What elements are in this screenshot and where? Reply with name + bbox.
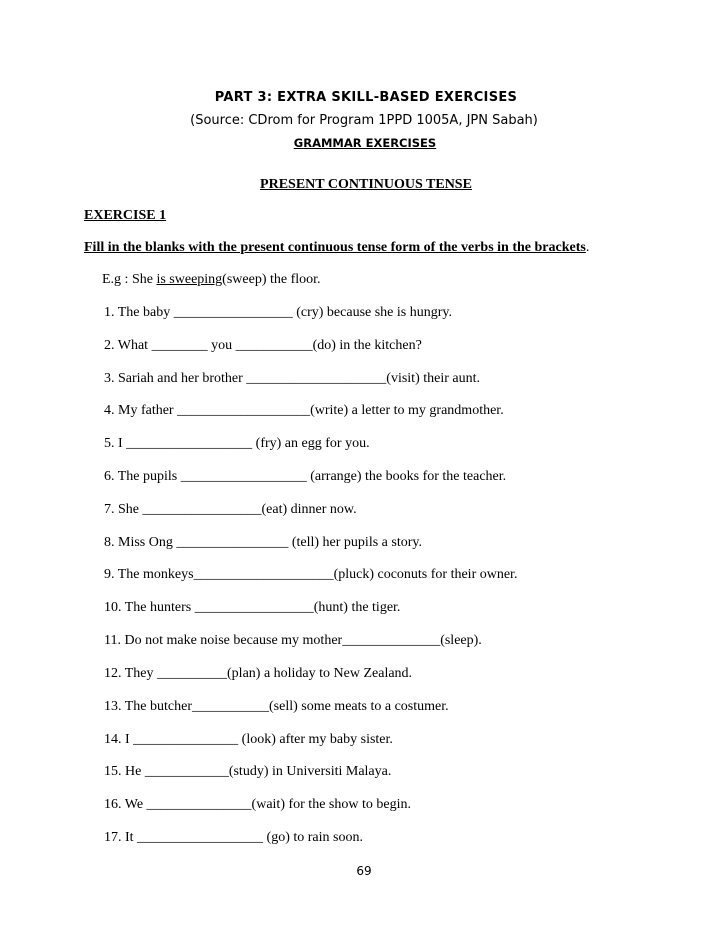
example-suffix: (sweep) the floor. [222, 272, 321, 287]
question-8: 8. Miss Ong ________________ (tell) her pupils a story. [104, 535, 422, 550]
source-line: (Source: CDrom for Program 1PPD 1005A, JPN Sabah) [190, 113, 538, 128]
question-9: 9. The monkeys____________________(pluck) coconuts for their owner. [104, 567, 518, 582]
question-11: 11. Do not make noise because my mother______________(sleep). [104, 633, 482, 648]
grammar-title: GRAMMAR EXERCISES [293, 136, 437, 150]
question-5: 5. I __________________ (fry) an egg for you. [104, 436, 370, 451]
exercise-title: EXERCISE 1 [84, 208, 167, 223]
question-7: 7. She _________________(eat) dinner now. [104, 502, 357, 517]
page-number: 69 [356, 864, 372, 878]
question-2: 2. What ________ you ___________(do) in the kitchen? [104, 338, 422, 353]
example-answer: is sweeping [156, 272, 223, 287]
question-13: 13. The butcher___________(sell) some meats to a costumer. [104, 699, 449, 714]
instruction-period: . [585, 240, 590, 255]
example-sentence [102, 272, 321, 288]
question-1: 1. The baby _________________ (cry) because she is hungry. [104, 305, 452, 320]
question-15: 15. He ____________(study) in Universiti Malaya. [104, 764, 392, 779]
instruction [84, 240, 589, 256]
question-3: 3. Sariah and her brother ____________________(visit) their aunt. [104, 371, 480, 386]
question-4: 4. My father ___________________(write) a letter to my grandmother. [104, 403, 504, 418]
question-10: 10. The hunters _________________(hunt) the tiger. [104, 600, 401, 615]
instruction-text: Fill in the blanks with the present continuous tense form of the verbs in the brackets [84, 240, 586, 255]
question-6: 6. The pupils __________________ (arrange) the books for the teacher. [104, 469, 507, 484]
example-prefix: E.g : She [102, 272, 157, 287]
part-title: PART 3: EXTRA SKILL-BASED EXERCISES [214, 90, 518, 105]
question-17: 17. It __________________ (go) to rain soon. [104, 830, 363, 845]
question-14: 14. I _______________ (look) after my baby sister. [104, 732, 393, 747]
question-12: 12. They __________(plan) a holiday to New Zealand. [104, 666, 413, 681]
tense-title: PRESENT CONTINUOUS TENSE [260, 177, 472, 192]
question-16: 16. We _______________(wait) for the show to begin. [104, 797, 411, 812]
